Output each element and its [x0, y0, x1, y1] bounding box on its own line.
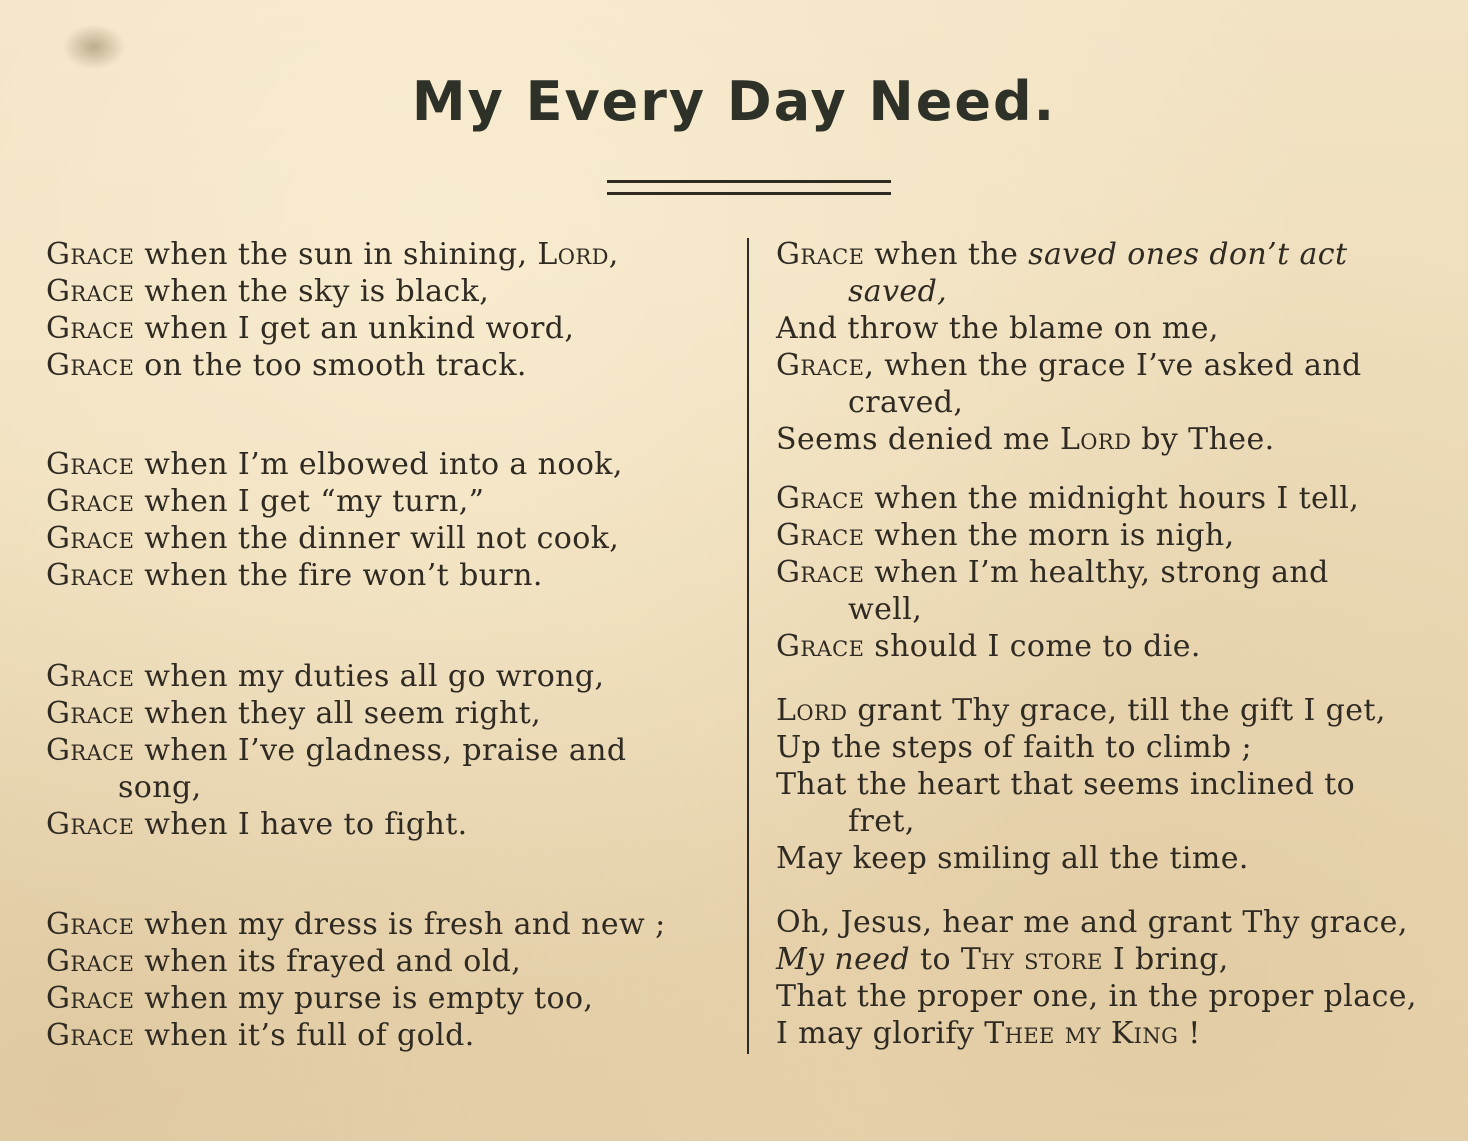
- verse-line: Seems denied me Lord by Thee.: [776, 422, 1275, 457]
- verse-line: Grace when the fire won’t burn.: [46, 558, 543, 593]
- verse-line: That the heart that seems inclined to: [776, 767, 1356, 802]
- verse-line: Grace when the sky is black,: [46, 274, 490, 309]
- paper-stain: [62, 24, 126, 70]
- verse-line: Grace when they all seem right,: [46, 696, 542, 731]
- verse-line: Grace when the morn is nigh,: [776, 518, 1235, 553]
- verse-line: I may glorify Thee my King !: [776, 1016, 1201, 1051]
- verse-line: Up the steps of faith to climb ;: [776, 730, 1252, 765]
- verse-line: That the proper one, in the proper place,: [776, 979, 1417, 1014]
- verse-line-continuation: well,: [848, 592, 923, 627]
- verse-line: Grace when my dress is fresh and new ;: [46, 907, 666, 942]
- stanza-left-4: [46, 906, 726, 1054]
- stanza-right-3: [776, 692, 1456, 877]
- verse-line: Oh, Jesus, hear me and grant Thy grace,: [776, 905, 1408, 940]
- verse-line: Lord grant Thy grace, till the gift I get,: [776, 693, 1386, 728]
- stanza-left-2: [46, 446, 726, 594]
- stanza-left-3: [46, 658, 726, 843]
- verse-line: And throw the blame on me,: [776, 311, 1219, 346]
- stanza-right-1: [776, 236, 1456, 458]
- verse-line: Grace on the too smooth track.: [46, 348, 527, 383]
- verse-line: Grace, when the grace I’ve asked and: [776, 348, 1362, 383]
- verse-line: Grace when my purse is empty too,: [46, 981, 594, 1016]
- stanza-left-1: [46, 236, 726, 384]
- verse-line: Grace when the sun in shining, Lord,: [46, 237, 619, 272]
- verse-line-continuation: craved,: [848, 385, 964, 420]
- verse-line: Grace when the midnight hours I tell,: [776, 481, 1360, 516]
- verse-line: Grace when I get an unkind word,: [46, 311, 575, 346]
- title-rule-top: [607, 180, 891, 183]
- verse-line: My need to Thy store I bring,: [776, 942, 1229, 977]
- verse-line: Grace when it’s full of gold.: [46, 1018, 475, 1053]
- verse-line-continuation: saved,: [848, 274, 948, 309]
- verse-line-continuation: fret,: [848, 804, 915, 839]
- verse-line: Grace when its frayed and old,: [46, 944, 522, 979]
- verse-line: Grace when I have to fight.: [46, 807, 468, 842]
- verse-line: Grace when the saved ones don’t act: [776, 237, 1348, 272]
- stanza-right-4: [776, 904, 1456, 1052]
- verse-line: Grace when my duties all go wrong,: [46, 659, 605, 694]
- page-title: My Every Day Need.: [411, 70, 1057, 133]
- verse-line: Grace when the dinner will not cook,: [46, 521, 620, 556]
- verse-line: Grace when I’m elbowed into a nook,: [46, 447, 623, 482]
- verse-line: Grace when I’m healthy, strong and: [776, 555, 1329, 590]
- title-rule-bottom: [607, 192, 891, 195]
- verse-line: Grace when I’ve gladness, praise and: [46, 733, 627, 768]
- stanza-right-2: [776, 480, 1456, 665]
- verse-line: Grace when I get “my turn,”: [46, 484, 485, 519]
- verse-line-continuation: song,: [118, 770, 202, 805]
- column-divider: [747, 238, 749, 1054]
- verse-line: Grace should I come to die.: [776, 629, 1201, 664]
- verse-line: May keep smiling all the time.: [776, 841, 1249, 876]
